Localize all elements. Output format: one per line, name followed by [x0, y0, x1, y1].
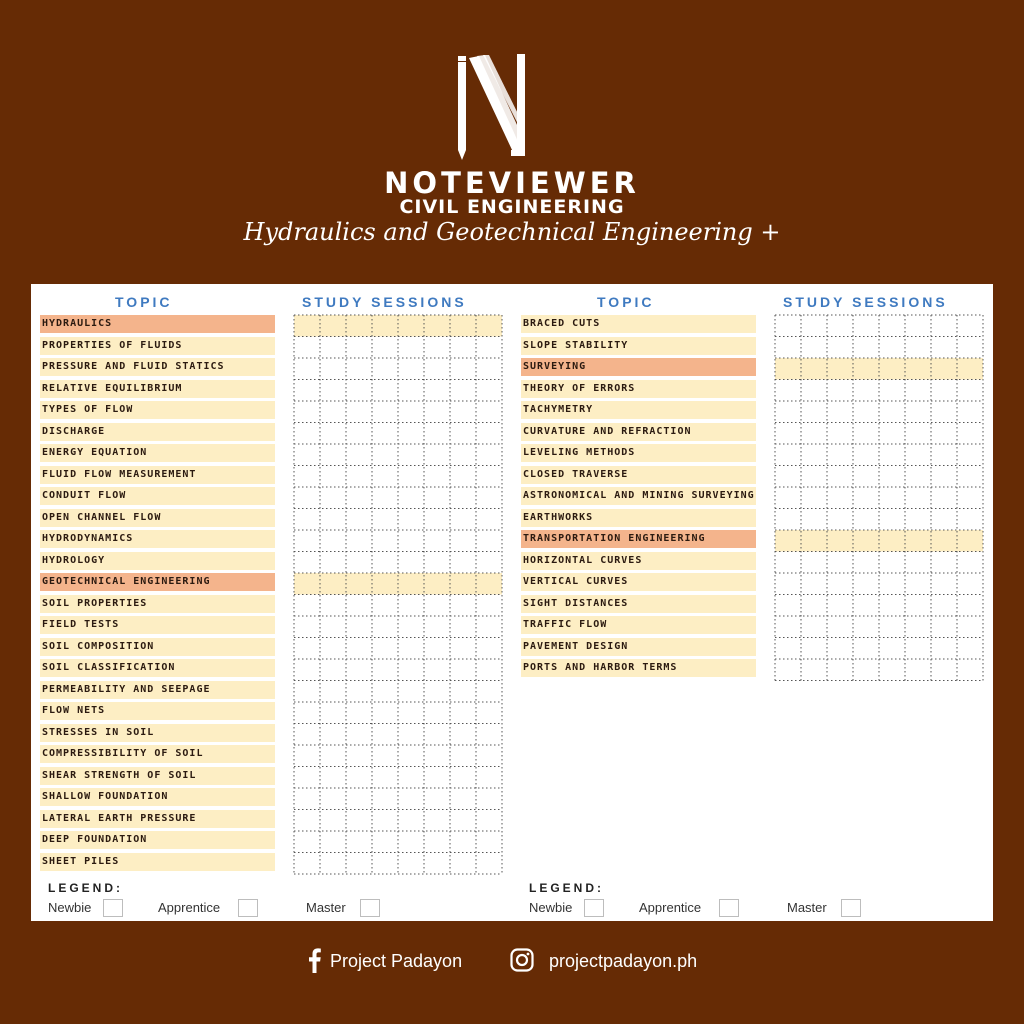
left-legend: [48, 881, 388, 921]
topic-row: HYDRODYNAMICS: [40, 530, 275, 548]
topic-row: SOIL PROPERTIES: [40, 595, 275, 613]
topic-row: PORTS AND HARBOR TERMS: [521, 659, 756, 677]
topic-row: HORIZONTAL CURVES: [521, 552, 756, 570]
session-grid-svg[interactable]: [293, 314, 503, 875]
topic-row: SHALLOW FOUNDATION: [40, 788, 275, 806]
facebook-label[interactable]: Project Padayon: [330, 951, 463, 971]
category-row: HYDRAULICS: [40, 315, 275, 333]
topic-row: PAVEMENT DESIGN: [521, 638, 756, 656]
topic-row: PERMEABILITY AND SEEPAGE: [40, 681, 275, 699]
topic-row: TACHYMETRY: [521, 401, 756, 419]
topic-row: ASTRONOMICAL AND MINING SURVEYING: [521, 487, 756, 505]
legend-newbie-checkbox[interactable]: [103, 899, 123, 917]
topic-row: DEEP FOUNDATION: [40, 831, 275, 849]
topic-row: SOIL CLASSIFICATION: [40, 659, 275, 677]
right-session-grid[interactable]: [774, 314, 984, 682]
legend-apprentice-label: Apprentice: [639, 900, 702, 915]
category-row: GEOTECHNICAL ENGINEERING: [40, 573, 275, 591]
legend-newbie-checkbox[interactable]: [584, 899, 604, 917]
topic-row: LEVELING METHODS: [521, 444, 756, 462]
topic-row: SHEAR STRENGTH OF SOIL: [40, 767, 275, 785]
topic-row: COMPRESSIBILITY OF SOIL: [40, 745, 275, 763]
topic-row: THEORY OF ERRORS: [521, 380, 756, 398]
topic-row: OPEN CHANNEL FLOW: [40, 509, 275, 527]
right-topic-list: [521, 315, 756, 681]
category-row: TRANSPORTATION ENGINEERING: [521, 530, 756, 548]
legend-apprentice-checkbox[interactable]: [238, 899, 258, 917]
subject-title: CIVIL ENGINEERING: [399, 196, 625, 218]
brand-title: NOTEVIEWER: [384, 166, 640, 200]
category-grid-band: [294, 315, 502, 337]
topic-row: CONDUIT FLOW: [40, 487, 275, 505]
instagram-label[interactable]: projectpadayon.ph: [549, 951, 698, 971]
left-session-grid[interactable]: [293, 314, 503, 875]
topic-row: HYDROLOGY: [40, 552, 275, 570]
topic-row: CLOSED TRAVERSE: [521, 466, 756, 484]
topic-row: RELATIVE EQUILIBRIUM: [40, 380, 275, 398]
right-sessions-heading: STUDY SESSIONS: [783, 294, 948, 310]
session-grid-svg[interactable]: [774, 314, 984, 682]
topic-row: FLUID FLOW MEASUREMENT: [40, 466, 275, 484]
instagram-icon[interactable]: [510, 948, 534, 972]
topic-row: FLOW NETS: [40, 702, 275, 720]
topic-row: DISCHARGE: [40, 423, 275, 441]
topic-row: VERTICAL CURVES: [521, 573, 756, 591]
study-sheet: [31, 284, 993, 921]
header: [0, 0, 1024, 280]
topic-row: LATERAL EARTH PRESSURE: [40, 810, 275, 828]
topic-row: BRACED CUTS: [521, 315, 756, 333]
right-topic-heading: TOPIC: [597, 294, 655, 310]
topic-row: SHEET PILES: [40, 853, 275, 871]
topic-row: FIELD TESTS: [40, 616, 275, 634]
topic-row: SIGHT DISTANCES: [521, 595, 756, 613]
topic-row: ENERGY EQUATION: [40, 444, 275, 462]
legend-apprentice-label: Apprentice: [158, 900, 221, 915]
right-legend: [529, 881, 869, 921]
legend-newbie-label: Newbie: [529, 900, 573, 915]
topic-row: SOIL COMPOSITION: [40, 638, 275, 656]
topic-row: EARTHWORKS: [521, 509, 756, 527]
legend-title: LEGEND:: [48, 881, 123, 895]
topic-row: SLOPE STABILITY: [521, 337, 756, 355]
legend-master-checkbox[interactable]: [841, 899, 861, 917]
topic-row: STRESSES IN SOIL: [40, 724, 275, 742]
legend-newbie-label: Newbie: [48, 900, 92, 915]
legend-apprentice-checkbox[interactable]: [719, 899, 739, 917]
legend-master-checkbox[interactable]: [360, 899, 380, 917]
legend-master-label: Master: [787, 900, 827, 915]
left-topic-list: [40, 315, 275, 874]
legend-master-label: Master: [306, 900, 346, 915]
noteviewer-logo-icon: [455, 52, 530, 164]
category-row: SURVEYING: [521, 358, 756, 376]
topic-row: TRAFFIC FLOW: [521, 616, 756, 634]
topic-row: PROPERTIES OF FLUIDS: [40, 337, 275, 355]
topic-row: PRESSURE AND FLUID STATICS: [40, 358, 275, 376]
topic-row: TYPES OF FLOW: [40, 401, 275, 419]
subtitle: Hydraulics and Geotechnical Engineering +: [243, 218, 781, 246]
legend-title: LEGEND:: [529, 881, 604, 895]
facebook-icon[interactable]: [306, 947, 322, 973]
topic-row: CURVATURE AND REFRACTION: [521, 423, 756, 441]
left-sessions-heading: STUDY SESSIONS: [302, 294, 467, 310]
left-topic-heading: TOPIC: [115, 294, 173, 310]
